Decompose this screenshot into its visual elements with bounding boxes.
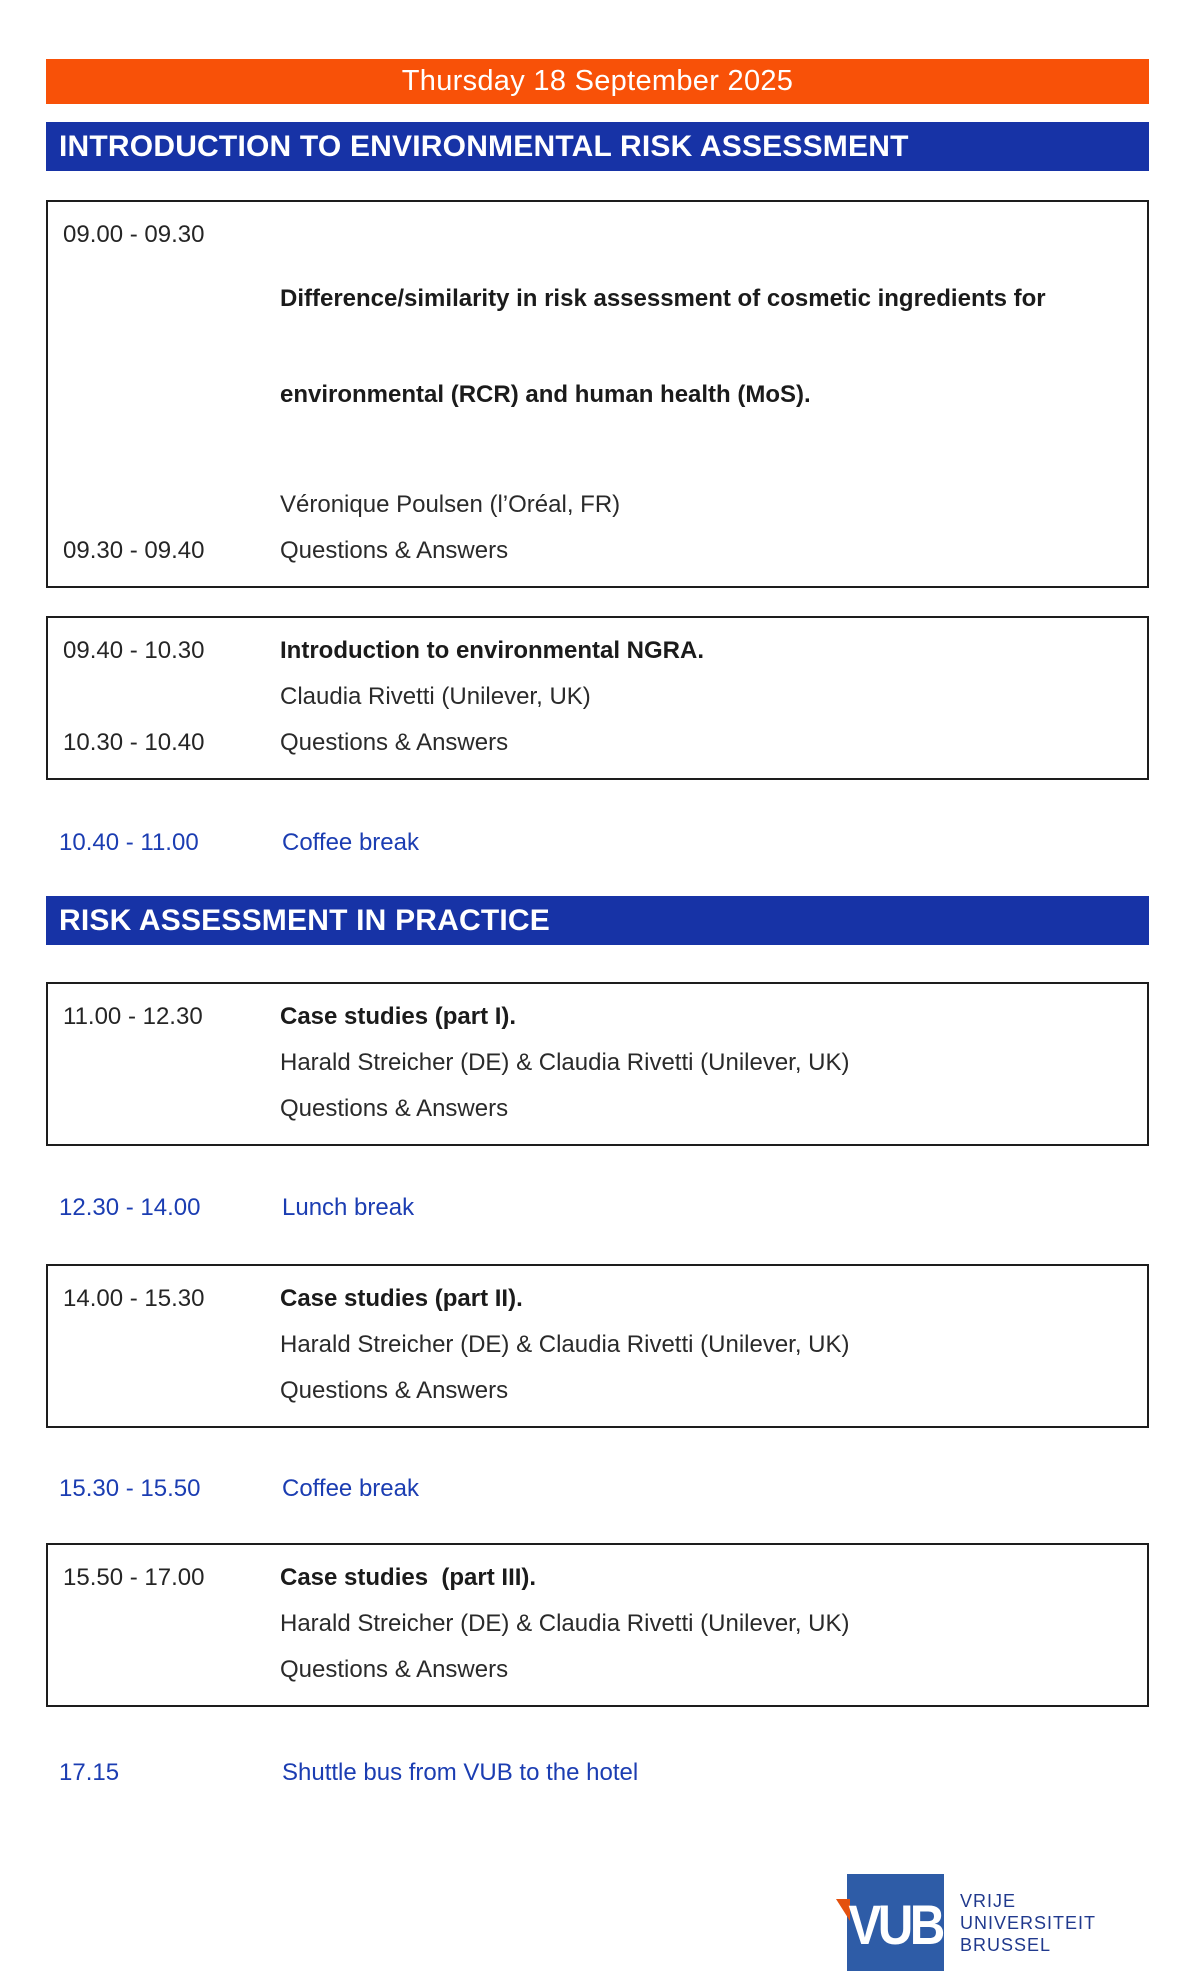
session-time: 09.00 - 09.30 [63, 221, 205, 248]
break-label: Coffee break [282, 829, 419, 856]
session-box-5 [46, 1543, 1149, 1707]
session-title: Case studies (part I). [280, 1003, 517, 1030]
session-title-row [48, 635, 1147, 667]
vub-logo-wordmark [960, 1890, 1096, 1956]
session-qa-label: Questions & Answers [280, 729, 509, 756]
section-header-practice: RISK ASSESSMENT IN PRACTICE [46, 896, 1149, 945]
session-qa-row [48, 1093, 1147, 1125]
session-speaker-row [48, 1608, 1147, 1640]
break-time: 12.30 - 14.00 [59, 1194, 201, 1221]
section-header-introduction: INTRODUCTION TO ENVIRONMENTAL RISK ASSESSMENT [46, 122, 1149, 171]
program-content [46, 59, 1149, 1971]
session-title: Case studies (part III). [280, 1564, 537, 1591]
session-speaker-row [48, 1047, 1147, 1079]
session-title-row [48, 1562, 1147, 1594]
session-qa-label: Questions & Answers [280, 1095, 509, 1122]
break-time: 15.30 - 15.50 [59, 1475, 201, 1502]
session-box-1 [46, 200, 1149, 588]
session-box-3 [46, 982, 1149, 1146]
session-speaker: Harald Streicher (DE) & Claudia Rivetti (Unilever, UK) [280, 1610, 850, 1637]
session-title-row [48, 219, 1147, 475]
vub-wordmark-line: BRUSSEL [960, 1934, 1052, 1955]
break-label: Coffee break [282, 1475, 419, 1502]
lunch-break-row [46, 1192, 1149, 1224]
session-title-line: environmental (RCR) and human health (MoS). [280, 381, 811, 408]
session-title [280, 219, 1147, 475]
coffee-break-row [46, 1473, 1149, 1505]
session-title-row [48, 1283, 1147, 1315]
session-qa-time: 09.30 - 09.40 [63, 537, 205, 564]
session-qa-label: Questions & Answers [280, 1377, 509, 1404]
session-qa-label: Questions & Answers [280, 1656, 509, 1683]
session-qa-row [48, 1375, 1147, 1407]
session-time: 14.00 - 15.30 [63, 1285, 205, 1312]
vub-wordmark-line: UNIVERSITEIT [960, 1912, 1097, 1933]
shuttle-bus-row [46, 1757, 1149, 1789]
session-qa-row [48, 727, 1147, 759]
session-qa-label: Questions & Answers [280, 537, 509, 564]
session-speaker-row [48, 489, 1147, 521]
vub-wordmark-line: VRIJE [960, 1890, 1017, 1911]
session-title-row [48, 1001, 1147, 1033]
session-time: 11.00 - 12.30 [63, 1003, 203, 1030]
session-title: Case studies (part II). [280, 1285, 523, 1312]
session-box-2 [46, 616, 1149, 780]
session-time: 15.50 - 17.00 [63, 1564, 205, 1591]
session-speaker: Claudia Rivetti (Unilever, UK) [280, 683, 591, 710]
session-speaker: Harald Streicher (DE) & Claudia Rivetti (Unilever, UK) [280, 1049, 850, 1076]
break-label: Shuttle bus from VUB to the hotel [282, 1759, 639, 1786]
break-label: Lunch break [282, 1194, 415, 1221]
break-time: 10.40 - 11.00 [59, 829, 199, 856]
session-title-line: Difference/similarity in risk assessment of cosmetic ingredients for [280, 285, 1046, 312]
session-title: Introduction to environmental NGRA. [280, 637, 704, 664]
session-qa-row [48, 1654, 1147, 1686]
session-time: 09.40 - 10.30 [63, 637, 205, 664]
session-qa-time: 10.30 - 10.40 [63, 729, 205, 756]
vub-logo-mark [847, 1874, 944, 1971]
session-speaker: Véronique Poulsen (l’Oréal, FR) [280, 491, 621, 518]
session-speaker-row [48, 1329, 1147, 1361]
session-box-4 [46, 1264, 1149, 1428]
coffee-break-row [46, 827, 1149, 859]
date-banner: Thursday 18 September 2025 [46, 59, 1149, 104]
program-page [0, 59, 1200, 1956]
session-speaker-row [48, 681, 1147, 713]
vub-logo-acronym: VUB [848, 1893, 943, 1956]
session-speaker: Harald Streicher (DE) & Claudia Rivetti (Unilever, UK) [280, 1331, 850, 1358]
vub-logo [847, 1874, 1149, 1971]
session-qa-row [48, 535, 1147, 567]
break-time: 17.15 [59, 1759, 120, 1786]
